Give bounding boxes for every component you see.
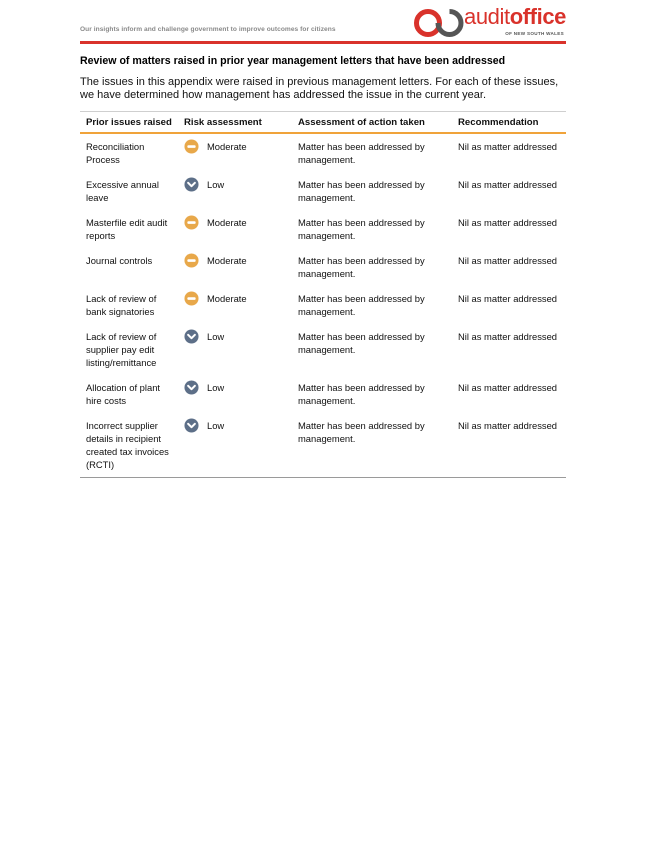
low-risk-icon	[184, 380, 199, 395]
risk-assessment	[184, 140, 286, 153]
recommendation-cell: Nil as matter addressed	[458, 217, 558, 228]
issue-cell: Incorrect supplier details in recipient created tax invoices (RCTI)	[80, 413, 178, 478]
logo-subtext: OF NEW SOUTH WALES	[505, 31, 564, 36]
issue-cell: Excessive annual leave	[86, 179, 159, 203]
action-cell: Matter has been addressed by management.	[298, 255, 425, 279]
logo-wordmark-regular: audit	[464, 4, 510, 29]
section-title: Review of matters raised in prior year management letters that have been addressed	[80, 55, 506, 67]
moderate-risk-icon	[184, 253, 199, 268]
table-row	[80, 133, 566, 172]
table-row	[80, 324, 566, 375]
risk-assessment	[184, 178, 286, 191]
table-row	[80, 413, 566, 478]
recommendation-cell: Nil as matter addressed	[458, 331, 558, 342]
recommendation-cell: Nil as matter addressed	[458, 382, 558, 393]
page-header	[80, 4, 566, 46]
risk-cell	[178, 172, 292, 210]
issue-cell: Masterfile edit audit reports	[86, 217, 168, 241]
risk-cell	[178, 210, 292, 248]
risk-cell	[178, 413, 292, 478]
risk-label: Low	[207, 382, 225, 393]
risk-assessment	[184, 254, 286, 267]
risk-cell	[178, 248, 292, 286]
recommendation-cell: Nil as matter addressed	[458, 179, 558, 190]
low-risk-icon	[184, 418, 199, 433]
intro-paragraph: The issues in this appendix were raised in previous management letters. For each of these issues, we have determined how management has addressed the issue in the current year.	[80, 76, 559, 101]
risk-label: Moderate	[207, 255, 247, 266]
column-header-issues: Prior issues raised	[80, 112, 178, 134]
low-risk-icon	[184, 177, 199, 192]
column-header-action: Assessment of action taken	[292, 112, 452, 134]
issue-cell: Journal controls	[86, 255, 153, 266]
logo-wordmark	[464, 4, 566, 30]
recommendation-cell: Nil as matter addressed	[458, 255, 558, 266]
risk-assessment	[184, 330, 286, 343]
risk-cell	[178, 324, 292, 375]
risk-cell	[178, 133, 292, 172]
risk-label: Low	[207, 331, 225, 342]
action-cell: Matter has been addressed by management.	[298, 141, 425, 165]
recommendation-cell: Nil as matter addressed	[458, 293, 558, 304]
action-cell: Matter has been addressed by management.	[298, 179, 425, 203]
action-cell: Matter has been addressed by management.	[292, 413, 452, 478]
header-rule	[80, 41, 566, 44]
risk-assessment	[184, 419, 286, 432]
table-row	[80, 286, 566, 324]
action-cell: Matter has been addressed by management.	[298, 382, 425, 406]
column-header-risk: Risk assessment	[178, 112, 292, 134]
moderate-risk-icon	[184, 215, 199, 230]
risk-assessment	[184, 216, 286, 229]
issue-cell: Lack of review of supplier pay edit listing/remittance	[86, 331, 157, 368]
action-cell: Matter has been addressed by management.	[298, 331, 425, 355]
risk-assessment	[184, 381, 286, 394]
risk-label: Low	[207, 420, 225, 431]
moderate-risk-icon	[184, 139, 199, 154]
risk-label: Moderate	[207, 217, 247, 228]
issues-table	[80, 111, 566, 478]
tagline: Our insights inform and challenge government to improve outcomes for citizens	[80, 26, 336, 33]
risk-cell	[178, 286, 292, 324]
table-row	[80, 375, 566, 413]
low-risk-icon	[184, 329, 199, 344]
audit-office-logo	[414, 4, 566, 42]
issue-cell: Allocation of plant hire costs	[86, 382, 161, 406]
recommendation-cell: Nil as matter addressed	[458, 141, 558, 152]
recommendation-cell: Nil as matter addressed	[452, 413, 566, 478]
risk-label: Moderate	[207, 141, 247, 152]
table-row	[80, 248, 566, 286]
logo-mark-icon	[414, 6, 464, 40]
issue-cell: Reconciliation Process	[86, 141, 145, 165]
table-row	[80, 210, 566, 248]
table-row	[80, 172, 566, 210]
table-header-row	[80, 112, 566, 134]
logo-wordmark-bold: office	[509, 4, 566, 29]
moderate-risk-icon	[184, 291, 199, 306]
risk-label: Low	[207, 179, 225, 190]
risk-label: Moderate	[207, 293, 247, 304]
action-cell: Matter has been addressed by management.	[298, 293, 425, 317]
issue-cell: Lack of review of bank signatories	[86, 293, 157, 317]
risk-assessment	[184, 292, 286, 305]
column-header-recommendation: Recommendation	[452, 112, 566, 134]
action-cell: Matter has been addressed by management.	[298, 217, 425, 241]
risk-cell	[178, 375, 292, 413]
